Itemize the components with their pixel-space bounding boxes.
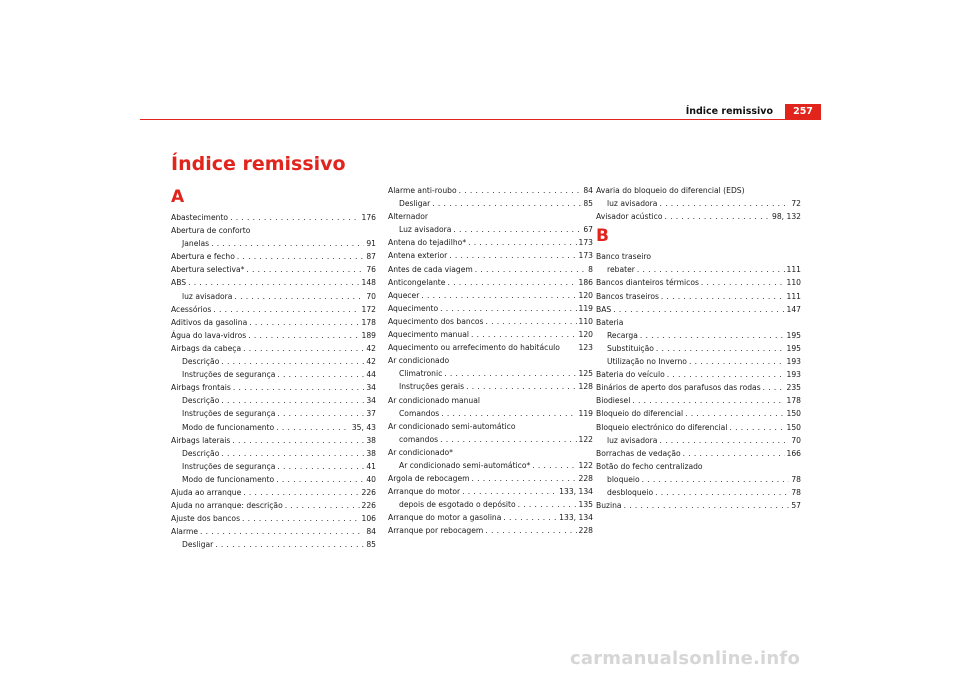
entry-term: Binários de aperto dos parafusos das rodas xyxy=(596,383,761,393)
index-subentry xyxy=(388,459,593,472)
page-reference-link[interactable]: 67 xyxy=(583,225,593,235)
index-entry xyxy=(171,342,376,355)
index-entry xyxy=(388,263,593,276)
entry-term: BAS xyxy=(596,304,612,314)
entry-term: Biodiesel xyxy=(596,396,631,406)
entry-term: Instruções de segurança xyxy=(182,370,276,380)
page-reference-link[interactable]: 195 xyxy=(786,330,801,340)
index-subentry xyxy=(596,263,801,276)
page-reference-link[interactable]: 38 xyxy=(366,448,376,458)
dot-leader xyxy=(656,342,785,355)
page-reference-link[interactable]: 98, 132 xyxy=(772,212,801,222)
page-reference-link[interactable]: 150 xyxy=(786,422,801,432)
index-entry xyxy=(388,315,593,328)
dot-leader xyxy=(475,263,586,276)
entry-term: depois de esgotado o depósito xyxy=(399,500,516,510)
index-entry xyxy=(388,276,593,289)
page-reference-link[interactable]: 150 xyxy=(786,409,801,419)
watermark: carmanualsonline.info xyxy=(570,648,801,669)
index-entry xyxy=(596,394,801,407)
page-reference-link[interactable]: 84 xyxy=(583,186,593,195)
dot-leader xyxy=(246,263,364,276)
dot-leader xyxy=(421,289,576,302)
dot-leader xyxy=(763,381,785,394)
page-reference-link[interactable]: 125 xyxy=(578,369,593,379)
index-entry xyxy=(388,511,593,524)
entry-term: Alarme xyxy=(171,527,199,537)
dot-leader xyxy=(232,434,364,447)
dot-leader xyxy=(221,355,364,368)
entry-term: Arranque por rebocagem xyxy=(388,526,484,536)
index-entry xyxy=(171,303,376,316)
dot-leader xyxy=(221,394,364,407)
entry-term: Arranque do motor a gasolina xyxy=(388,513,502,523)
page-reference-link[interactable]: 166 xyxy=(786,448,801,458)
dot-leader xyxy=(689,355,785,368)
page-reference-link[interactable]: 85 xyxy=(366,540,376,550)
entry-term: Bloqueio electrónico do diferencial xyxy=(596,422,728,432)
page-reference-link[interactable]: 147 xyxy=(786,304,801,314)
entry-term: Bloqueio do diferencial xyxy=(596,409,684,419)
index-subentry xyxy=(596,329,801,342)
dot-leader xyxy=(518,498,577,511)
dot-leader xyxy=(449,249,576,262)
dot-leader xyxy=(667,368,785,381)
entry-term: Aquecer xyxy=(388,290,420,300)
page-reference-link[interactable]: 195 xyxy=(786,343,801,353)
index-heading: Ar condicionado* xyxy=(388,447,453,457)
index-letter: B xyxy=(596,226,609,247)
entry-term: Substituição xyxy=(607,343,654,353)
dot-leader xyxy=(243,486,359,499)
dot-leader xyxy=(632,394,784,407)
index-entry xyxy=(388,328,593,341)
entry-term: Água do lava-vidros xyxy=(171,330,247,340)
index-entry xyxy=(171,316,376,329)
index-entry xyxy=(596,276,801,289)
header-title: Índice remissivo xyxy=(685,106,773,117)
entry-term: Instruções de segurança xyxy=(182,461,276,471)
entry-term: Ajuste dos bancos xyxy=(171,514,241,524)
dot-leader xyxy=(485,315,576,328)
page-reference-link[interactable]: 120 xyxy=(578,290,593,300)
page-reference-link[interactable]: 178 xyxy=(361,317,376,327)
entry-term: Instruções gerais xyxy=(399,382,465,392)
entry-term: Aquecimento dos bancos xyxy=(388,316,484,326)
page-reference-link[interactable]: 76 xyxy=(366,265,376,275)
page-reference-link[interactable]: 133, 134 xyxy=(559,487,593,497)
page-reference-link[interactable]: 72 xyxy=(791,199,801,209)
index-entry xyxy=(388,524,593,537)
index-subentry xyxy=(596,473,801,486)
page-reference-link[interactable]: 173 xyxy=(578,251,593,261)
page-reference-link[interactable]: 41 xyxy=(366,461,376,471)
dot-leader xyxy=(472,472,577,485)
entry-term: Instruções de segurança xyxy=(182,409,276,419)
index-entry xyxy=(596,210,801,223)
dot-leader xyxy=(444,367,576,380)
entry-term: Argola de rebocagem xyxy=(388,474,470,484)
dot-leader xyxy=(277,407,364,420)
entry-term: Ar condicionado semi-automático* xyxy=(399,460,531,470)
index-column-2 xyxy=(388,184,593,538)
entry-term: Abastecimento xyxy=(171,213,229,222)
page-reference-link[interactable]: 122 xyxy=(578,460,593,470)
page-reference-link[interactable]: 226 xyxy=(361,487,376,497)
entry-term: luz avisadora xyxy=(607,435,658,445)
page-reference-link[interactable]: 135 xyxy=(578,500,593,510)
dot-leader xyxy=(285,499,360,512)
entry-term: Descrição xyxy=(182,396,220,406)
dot-leader xyxy=(188,276,359,289)
page-reference-link[interactable]: 110 xyxy=(786,278,801,288)
index-entry xyxy=(596,303,801,316)
index-entry xyxy=(171,499,376,512)
page-reference-link[interactable]: 193 xyxy=(786,370,801,380)
entry-term: Abertura e fecho xyxy=(171,252,235,262)
entry-term: Descrição xyxy=(182,448,220,458)
index-entry xyxy=(596,499,801,512)
entry-term: Luz avisadora xyxy=(399,225,452,235)
index-column-3 xyxy=(596,184,801,512)
dot-leader xyxy=(248,329,359,342)
index-entry xyxy=(388,184,593,197)
page-reference-link[interactable]: 178 xyxy=(786,396,801,406)
page-reference-link[interactable]: 110 xyxy=(578,316,593,326)
index-subentry xyxy=(171,460,376,473)
entry-term: Janelas xyxy=(182,239,210,249)
dot-leader xyxy=(503,511,557,524)
page-reference-link[interactable]: 235 xyxy=(786,383,801,393)
page-reference-link[interactable]: 40 xyxy=(366,474,376,484)
index-entry xyxy=(388,289,593,302)
index-entry xyxy=(388,302,593,315)
dot-leader xyxy=(213,303,359,316)
dot-leader xyxy=(447,276,576,289)
index-entry xyxy=(596,381,801,394)
entry-term: Aditivos da gasolina xyxy=(171,317,248,327)
index-heading: Abertura de conforto xyxy=(171,226,251,236)
index-heading: Alternador xyxy=(388,212,428,222)
dot-leader xyxy=(701,276,785,289)
dot-leader xyxy=(471,328,576,341)
index-entry xyxy=(388,472,593,485)
entry-term: Arranque do motor xyxy=(388,487,461,497)
dot-leader xyxy=(624,499,790,512)
entry-term: Antes de cada viagem xyxy=(388,264,473,274)
index-entry xyxy=(171,512,376,525)
entry-term: Bancos traseiros xyxy=(596,291,659,301)
entry-term: Utilização no Inverno xyxy=(607,357,687,367)
dot-leader xyxy=(243,342,364,355)
index-letter: A xyxy=(171,187,185,207)
page-reference-link[interactable]: 111 xyxy=(786,291,801,301)
dot-leader xyxy=(230,211,359,224)
index-subentry xyxy=(388,197,593,210)
entry-term: Anticongelante xyxy=(388,277,446,287)
page-reference-link[interactable]: 176 xyxy=(361,213,376,222)
page-reference-link[interactable]: 228 xyxy=(578,526,593,536)
entry-term: Airbags laterais xyxy=(171,435,231,445)
page-title: Índice remissivo xyxy=(171,153,346,175)
entry-term: ABS xyxy=(171,278,187,288)
dot-leader xyxy=(211,237,364,250)
dot-leader xyxy=(432,197,581,210)
page-reference-link[interactable]: 186 xyxy=(578,277,593,287)
page-reference-link[interactable]: 70 xyxy=(366,291,376,301)
page-reference-link[interactable]: 120 xyxy=(578,330,593,340)
index-subentry xyxy=(388,498,593,511)
dot-leader xyxy=(200,525,364,538)
page-reference-link[interactable]: 42 xyxy=(366,343,376,353)
index-heading: Ar condicionado xyxy=(388,356,450,366)
index-heading: Bateria xyxy=(596,317,624,327)
index-entry xyxy=(388,236,593,249)
page-reference-link[interactable]: 106 xyxy=(361,514,376,524)
dot-leader xyxy=(237,250,364,263)
page-reference-link[interactable]: 34 xyxy=(366,383,376,393)
entry-term: Ajuda no arranque: descrição xyxy=(171,501,283,511)
entry-term: Ajuda ao arranque xyxy=(171,487,242,497)
index-entry xyxy=(171,329,376,342)
entry-term: rebater xyxy=(607,265,635,275)
index-subentry xyxy=(171,421,376,434)
page-number-badge: 257 xyxy=(785,104,821,119)
index-entry xyxy=(171,381,376,394)
entry-term: Desligar xyxy=(182,540,214,550)
dot-leader xyxy=(729,421,784,434)
dot-leader xyxy=(440,433,576,446)
index-subentry xyxy=(171,538,376,551)
index-entry xyxy=(596,290,801,303)
page-reference-link[interactable]: 78 xyxy=(791,474,801,484)
entry-term: Alarme anti-roubo xyxy=(388,186,457,195)
page-header xyxy=(140,104,821,119)
page-reference-link[interactable]: 38 xyxy=(366,435,376,445)
entry-term: luz avisadora xyxy=(182,291,233,301)
dot-leader xyxy=(441,407,576,420)
page-reference-link[interactable]: 133, 134 xyxy=(559,513,593,523)
index-entry xyxy=(171,250,376,263)
dot-leader xyxy=(276,473,364,486)
index-entry xyxy=(388,249,593,262)
page-reference-link[interactable]: 122 xyxy=(578,434,593,444)
index-subentry xyxy=(171,473,376,486)
index-subentry xyxy=(388,380,593,393)
index-subentry xyxy=(596,197,801,210)
entry-term: Climatronic xyxy=(399,369,443,379)
index-entry xyxy=(171,486,376,499)
entry-term: Antena exterior xyxy=(388,251,448,261)
dot-leader xyxy=(642,473,790,486)
dot-leader xyxy=(532,459,576,472)
dot-leader xyxy=(215,538,364,551)
dot-leader xyxy=(661,290,785,303)
page-reference-link[interactable]: 34 xyxy=(366,396,376,406)
dot-leader xyxy=(664,210,770,223)
dot-leader xyxy=(221,447,364,460)
dot-leader xyxy=(453,223,581,236)
index-subentry xyxy=(388,433,593,446)
page-reference-link[interactable]: 228 xyxy=(578,474,593,484)
index-entry xyxy=(171,434,376,447)
entry-term: Aquecimento xyxy=(388,303,439,313)
header-rule xyxy=(140,119,821,120)
dot-leader xyxy=(655,486,789,499)
index-heading: Botão do fecho centralizado xyxy=(596,461,703,471)
dot-leader xyxy=(659,197,789,210)
entry-term: desbloqueio xyxy=(607,487,654,497)
index-column-1 xyxy=(171,184,376,551)
page-reference-link[interactable]: 87 xyxy=(366,252,376,262)
dot-leader xyxy=(468,236,576,249)
index-heading: Ar condicionado manual xyxy=(388,395,481,405)
page-reference-link[interactable]: 119 xyxy=(578,303,593,313)
entry-term: Recarga xyxy=(607,330,638,340)
entry-term: Desligar xyxy=(399,199,431,209)
page-reference-link[interactable]: 193 xyxy=(786,357,801,367)
index-heading: Banco traseiro xyxy=(596,252,652,262)
page-reference-link[interactable]: 148 xyxy=(361,278,376,288)
dot-leader xyxy=(277,368,364,381)
index-entry xyxy=(171,263,376,276)
entry-term: Antena do tejadilho* xyxy=(388,238,467,248)
index-subentry xyxy=(388,223,593,236)
page-reference-link[interactable]: 85 xyxy=(583,199,593,209)
page-reference-link[interactable]: 189 xyxy=(361,330,376,340)
index-subentry xyxy=(171,368,376,381)
index-subentry xyxy=(171,407,376,420)
index-entry xyxy=(171,525,376,538)
dot-leader xyxy=(234,290,364,303)
dot-leader xyxy=(459,184,582,197)
page-reference-link[interactable]: 111 xyxy=(786,265,801,275)
page-reference-link[interactable]: 57 xyxy=(791,501,801,511)
entry-term: Borrachas de vedação xyxy=(596,448,681,458)
dot-leader xyxy=(440,302,576,315)
dot-leader xyxy=(462,485,557,498)
entry-term: bloqueio xyxy=(607,474,640,484)
index-subentry xyxy=(596,355,801,368)
dot-leader xyxy=(685,407,784,420)
page-reference-link[interactable]: 70 xyxy=(791,435,801,445)
dot-leader xyxy=(613,303,784,316)
index-entry xyxy=(388,341,593,354)
dot-leader xyxy=(659,434,789,447)
entry-term: Avisador acústico xyxy=(596,212,663,222)
entry-term: Airbags frontais xyxy=(171,383,231,393)
index-subentry xyxy=(171,355,376,368)
page-reference-link[interactable]: 37 xyxy=(366,409,376,419)
dot-leader xyxy=(276,421,350,434)
entry-term: Acessórios xyxy=(171,304,212,314)
page-reference-link[interactable]: 35, 43 xyxy=(351,422,376,432)
index-entry xyxy=(596,447,801,460)
dot-leader xyxy=(485,524,576,537)
entry-term: Airbags da cabeça xyxy=(171,343,242,353)
index-heading: Ar condicionado semi-automático xyxy=(388,421,516,431)
dot-leader xyxy=(233,381,364,394)
index-entry xyxy=(596,407,801,420)
index-subentry xyxy=(171,237,376,250)
dot-leader xyxy=(466,380,576,393)
entry-term: Bancos dianteiros térmicos xyxy=(596,278,699,288)
index-subentry xyxy=(596,434,801,447)
entry-term: Modo de funcionamento xyxy=(182,474,275,484)
index-entry xyxy=(388,485,593,498)
index-subentry xyxy=(596,486,801,499)
page-reference-link[interactable]: 173 xyxy=(578,238,593,248)
index-entry xyxy=(596,368,801,381)
dot-leader xyxy=(637,263,785,276)
entry-term: Abertura selectiva* xyxy=(171,265,245,275)
page-reference-link[interactable]: 123 xyxy=(578,343,593,353)
entry-term: Descrição xyxy=(182,357,220,367)
entry-term: comandos xyxy=(399,434,439,444)
entry-term: Comandos xyxy=(399,408,440,418)
entry-term: Buzina xyxy=(596,501,622,511)
entry-term: luz avisadora xyxy=(607,199,658,209)
index-subentry xyxy=(171,394,376,407)
index-entry xyxy=(171,276,376,289)
entry-term: Modo de funcionamento xyxy=(182,422,275,432)
page-reference-link[interactable]: 78 xyxy=(791,487,801,497)
index-subentry xyxy=(388,367,593,380)
dot-leader xyxy=(249,316,359,329)
entry-term: Aquecimento manual xyxy=(388,330,470,340)
index-subentry xyxy=(171,447,376,460)
index-subentry xyxy=(596,342,801,355)
page-reference-link[interactable]: 91 xyxy=(366,239,376,249)
index-subentry xyxy=(171,290,376,303)
page-reference-link[interactable]: 84 xyxy=(366,527,376,537)
index-entry xyxy=(596,421,801,434)
dot-leader xyxy=(683,447,785,460)
index-heading: Avaria do bloqueio do diferencial (EDS) xyxy=(596,186,745,195)
dot-leader xyxy=(640,329,785,342)
entry-term: Aquecimento ou arrefecimento do habitáculo xyxy=(388,343,560,353)
index-subentry xyxy=(388,407,593,420)
dot-leader xyxy=(277,460,364,473)
page-reference-link[interactable]: 8 xyxy=(588,264,593,274)
index-entry xyxy=(171,211,376,224)
page-reference-link[interactable]: 42 xyxy=(366,357,376,367)
page-reference-link[interactable]: 119 xyxy=(578,408,593,418)
page-reference-link[interactable]: 128 xyxy=(578,382,593,392)
page-reference-link[interactable]: 44 xyxy=(366,370,376,380)
dot-leader xyxy=(242,512,359,525)
page-reference-link[interactable]: 172 xyxy=(361,304,376,314)
page-reference-link[interactable]: 226 xyxy=(361,501,376,511)
entry-term: Bateria do veículo xyxy=(596,370,665,380)
